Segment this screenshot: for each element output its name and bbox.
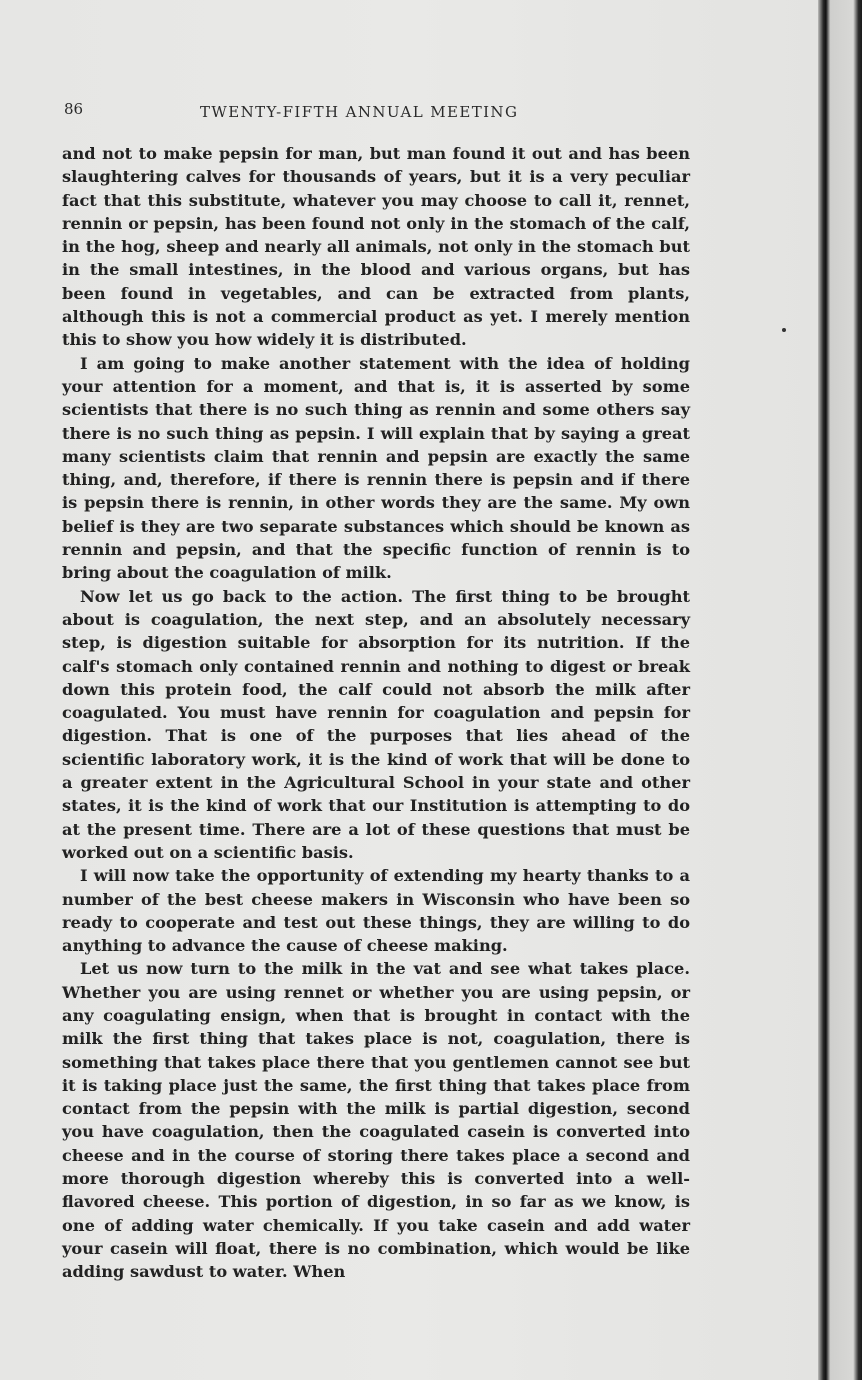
page-number: 86 xyxy=(64,100,84,118)
paragraph-milk-vat: Let us now turn to the milk in the vat and see what takes place. Whether you are using rennet or whether you are using pepsin, or any coagulating ensign, when that is brought in contact with the milk the first thing that takes place is not, coagulation, there is something that takes place there that you gentlemen cannot see but it is taking place just the same, the first thing that takes place from contact from the pepsin with the milk is partial digestion, second you have coagulation, then the coagulated casein is converted into cheese and in the course of storing there takes place a second and more thorough digestion whereby this is converted into a well-flavored cheese. This portion of digestion, in so far as we know, is one of adding water chemically. If you take casein and add water your casein will float, there is no combination, which would be like adding sawdust to water. When xyxy=(62,959,690,1282)
paragraph-rennin-pepsin: I am going to make another statement with the idea of holding your attention for a moment, and that is, it is asserted by some scientists that there is no such thing as rennin and some others say there is no such thing as pepsin. I will explain that by saying a great many scientists claim that rennin and pepsin are exactly the same thing, and, therefore, if there is rennin there is pepsin and if there is pepsin there is rennin, in other words they are the same. My own belief is they are two separate substances which should be known as rennin and pepsin, and that the specific function of rennin is to bring about the coagulation of milk. xyxy=(62,353,690,583)
page-header xyxy=(64,100,688,122)
body-text xyxy=(62,142,690,1284)
print-speck xyxy=(782,328,786,332)
paragraph-continuation: and not to make pepsin for man, but man found it out and has been slaughtering calves for thousands of years, but it is a very peculiar fact that this substitute, whatever you may choose to call it, rennet, rennin or pepsin, has been found not only in the stomach of the calf, in the hog, sheep and nearly all animals, not only in the stomach but in the small intestines, in the blood and various organs, but has been found in vegetables, and can be extracted from plants, although this is not a commercial product as yet. I merely mention this to show you how widely it is distributed. xyxy=(62,144,690,350)
running-title: TWENTY-FIFTH ANNUAL MEETING xyxy=(200,103,519,121)
book-spine xyxy=(818,0,862,1380)
paragraph-thanks: I will now take the opportunity of extending my hearty thanks to a number of the best cheese makers in Wisconsin who have been so ready to cooperate and test out these things, they are willing to do anything to advance the cause of cheese making. xyxy=(62,866,690,956)
paragraph-action: Now let us go back to the action. The first thing to be brought about is coagulation, the next step, and an absolutely necessary step, is digestion suitable for absorption for its nutrition. If the calf's stomach only contained rennin and nothing to digest or break down this protein food, the calf could not absorb the milk after coagulated. You must have rennin for coagulation and pepsin for digestion. That is one of the purposes that lies ahead of the scientific laboratory work, it is the kind of work that will be done to a greater extent in the Agricultural School in your state and other states, it is the kind of work that our Institution is attempting to do at the present time. There are a lot of these questions that must be worked out on a scientific basis. xyxy=(62,586,690,862)
